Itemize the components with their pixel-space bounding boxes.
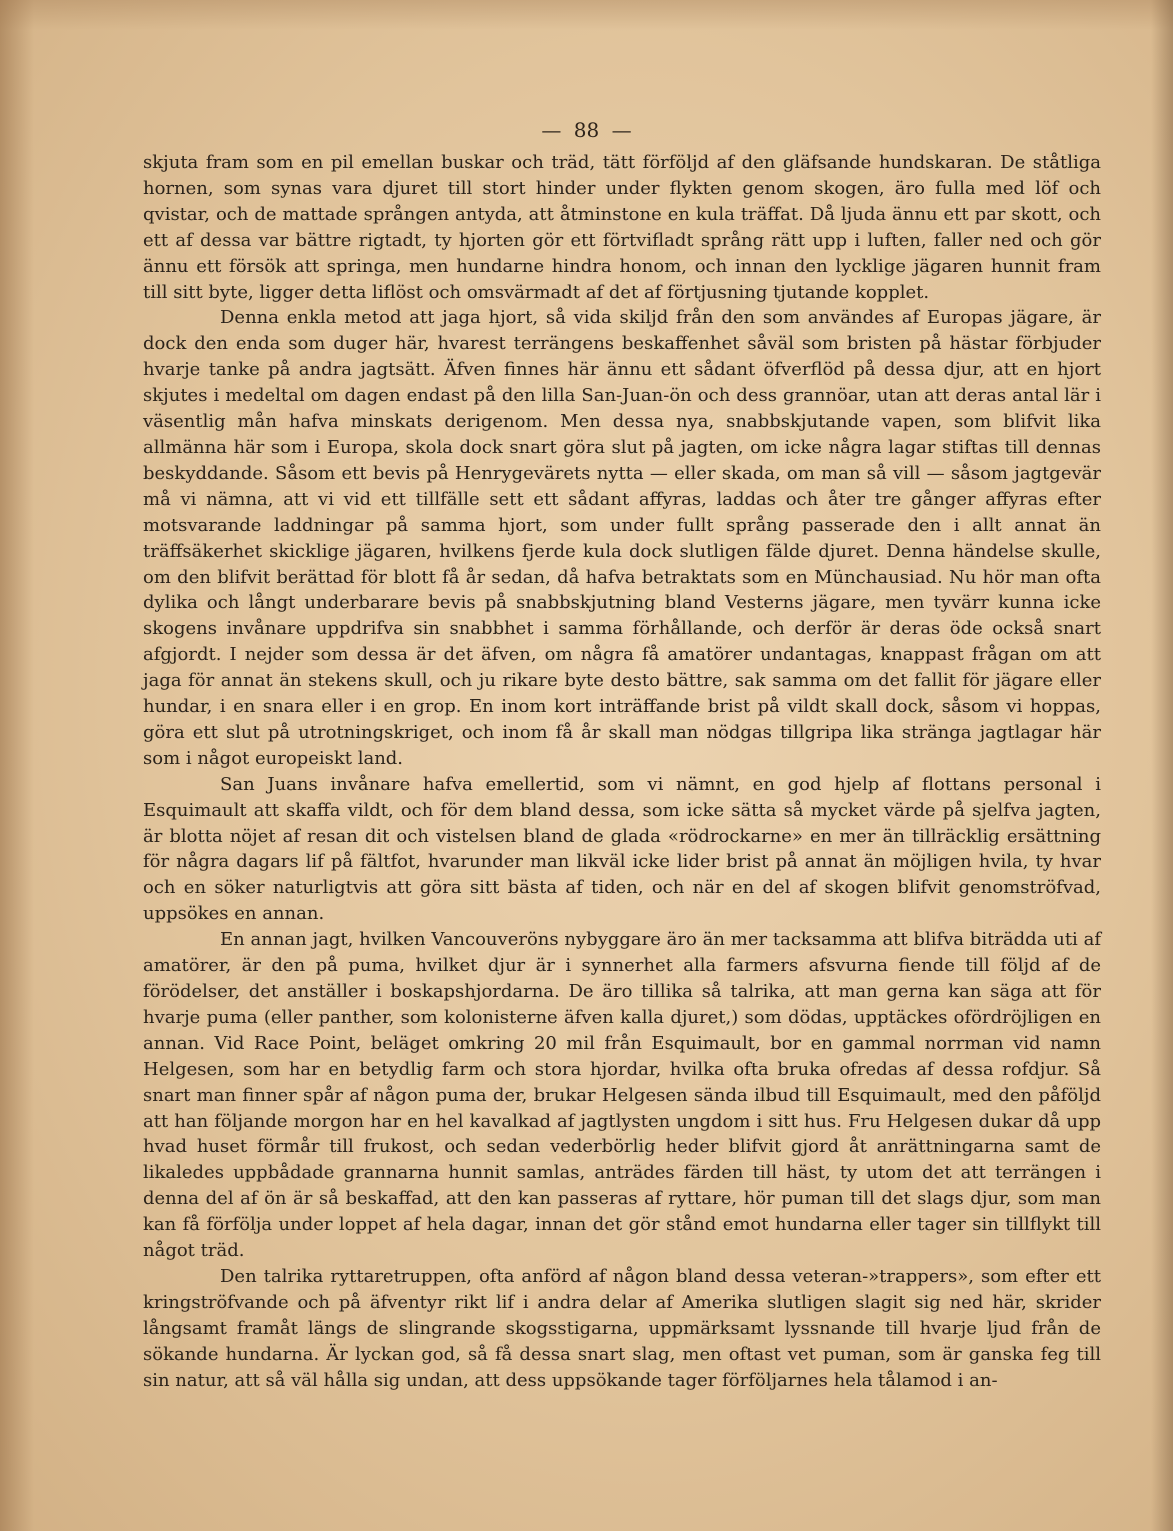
paragraph-1: skjuta fram som en pil emellan buskar och träd, tätt förföljd af den gläfsande hundskaran. De ståtliga hornen, som synas vara djuret till stort hinder under flykten genom skogen, äro fulla med löf och qvistar, och de mattade sprången antyda, att åtminstone en kula träffat. Då ljuda ännu ett par skott, och ett af dessa var bättre rigtadt, ty hjorten gör ett förtvifladt språng rätt upp i luften, faller ned och gör ännu ett försök att springa, men hundarne hindra honom, och innan den lycklige jägaren hunnit fram till sitt byte, ligger detta liflöst och omsvärmadt af det af förtjusning tjutande kopplet. bbox=[143, 152, 1101, 303]
page-top-shadow bbox=[0, 0, 1173, 30]
paragraph-4: En annan jagt, hvilken Vancouveröns nybyggare äro än mer tacksamma att blifva biträdda uti af amatörer, är den på puma, hvilket djur är i synnerhet alla farmers afsvurna fiende till följd af de förödelser, det anställer i boskapshjordarna. De äro tillika så talrika, att man gerna kan säga att för hvarje puma (eller panther, som kolonisterne äfven kalla djuret,) som dödas, upptäckes ofördröjligen en annan. Vid Race Point, beläget omkring 20 mil från Esquimault, bor en gammal norrman vid namn Helgesen, som har en betydlig farm och stora hjordar, hvilka ofta bruka ofredas af dessa rofdjur. Så snart man finner spår af någon puma der, brukar Helgesen sända ilbud till Esquimault, med den påföljd att han följande morgon har en hel kavalkad af jagtlysten ungdom i sitt hus. Fru Helgesen dukar då upp hvad huset förmår till frukost, och sedan vederbörlig heder blifvit gjord åt anrättningarna samt de likaledes uppbådade grannarna hunnit samlas, anträdes färden till häst, ty utom det att terrängen i denna del af ön är så beskaffad, att den kan passeras af ryttare, hör puman till det slags djur, som man kan få förfölja under loppet af hela dagar, innan det gör stånd emot hundarna eller tager sin tillflykt till något träd. bbox=[143, 929, 1101, 1262]
paragraph-5: Den talrika ryttaretruppen, ofta anförd af någon bland dessa veteran-»trappers», som efter ett kringströfvande och på äfventyr rikt lif i andra delar af Amerika slutligen slagit sig ned här, skrider långsamt framåt längs de slingrande skogsstigarna, uppmärksamt lyssnande till hvarje ljud från de sökande hundarna. Är lyckan god, så få dessa snart slag, men oftast vet puman, som är ganska feg till sin natur, att så väl hålla sig undan, att dess uppsökande tager förföljarnes hela tålamod i an- bbox=[143, 1265, 1101, 1391]
page-number: 88 bbox=[573, 118, 600, 142]
header-dash-left: — bbox=[541, 118, 562, 142]
page-gutter-shadow bbox=[0, 0, 34, 1531]
body-text bbox=[143, 150, 1101, 1394]
page-edge-shadow bbox=[1151, 0, 1173, 1531]
paragraph-3: San Juans invånare hafva emellertid, som vi nämnt, en god hjelp af flottans personal i Esquimault att skaffa vildt, och för dem bland dessa, som icke sätta så mycket värde på sjelfva jagten, är blotta nöjet af resan dit och vistelsen bland de glada «rödrockarne» en mer än tillräcklig ersättning för några dagars lif på fältfot, hvarunder man likväl icke lider brist på annat än möjligen hvila, ty hvar och en söker naturligtvis att göra sitt bästa af tiden, och när en del af skogen blifvit genomströfvad, uppsökes en annan. bbox=[143, 773, 1101, 925]
header-dash-right: — bbox=[611, 118, 632, 142]
paragraph-2: Denna enkla metod att jaga hjort, så vida skiljd från den som användes af Europas jägare, är dock den enda som duger här, hvarest terrängens beskaffenhet såväl som bristen på hästar förbjuder hvarje tanke på andra jagtsätt. Äfven finnes här ännu ett sådant öfverflöd på dessa djur, att en hjort skjutes i medeltal om dagen endast på den lilla San-Juan-ön och dess grannöar, utan att deras antal lär i väsentlig mån hafva minskats derigenom. Men dessa nya, snabbskjutande vapen, som blifvit lika allmänna här som i Europa, skola dock snart göra slut på jagten, om icke några lagar stiftas till dennas beskyddande. Såsom ett bevis på Henrygevärets nytta — eller skada, om man så vill — såsom jagtgevär må vi nämna, att vi vid ett tillfälle sett ett sådant affyras, laddas och åter tre gånger affyras efter motsvarande laddningar på samma hjort, som under fullt språng passerade den i allt annat än träffsäkerhet skicklige jägaren, hvilkens fjerde kula dock slutligen fälde djuret. Denna händelse skulle, om den blifvit berättad för blott få år sedan, då hafva betraktats som en Münchausiad. Nu hör man ofta dylika och långt underbarare bevis på snabbskjutning bland Vesterns jägare, men tyvärr kunna icke skogens invånare uppdrifva sin snabbhet i samma förhållande, och derför är deras öde också snart afgjordt. I nejder som dessa är det äfven, om några få amatörer undantagas, knappast frågan om att jaga för annat än stekens skull, och ju rikare byte desto bättre, sak samma om det fallit för jägare eller hundar, i en snara eller i en grop. En inom kort inträffande brist på vildt skall dock, såsom vi hoppas, göra ett slut på utrotningskriget, och inom få år skall man nödgas tillgripa lika stränga jagtlagar här som i något europeiskt land. bbox=[143, 307, 1101, 769]
page-header bbox=[0, 118, 1173, 142]
